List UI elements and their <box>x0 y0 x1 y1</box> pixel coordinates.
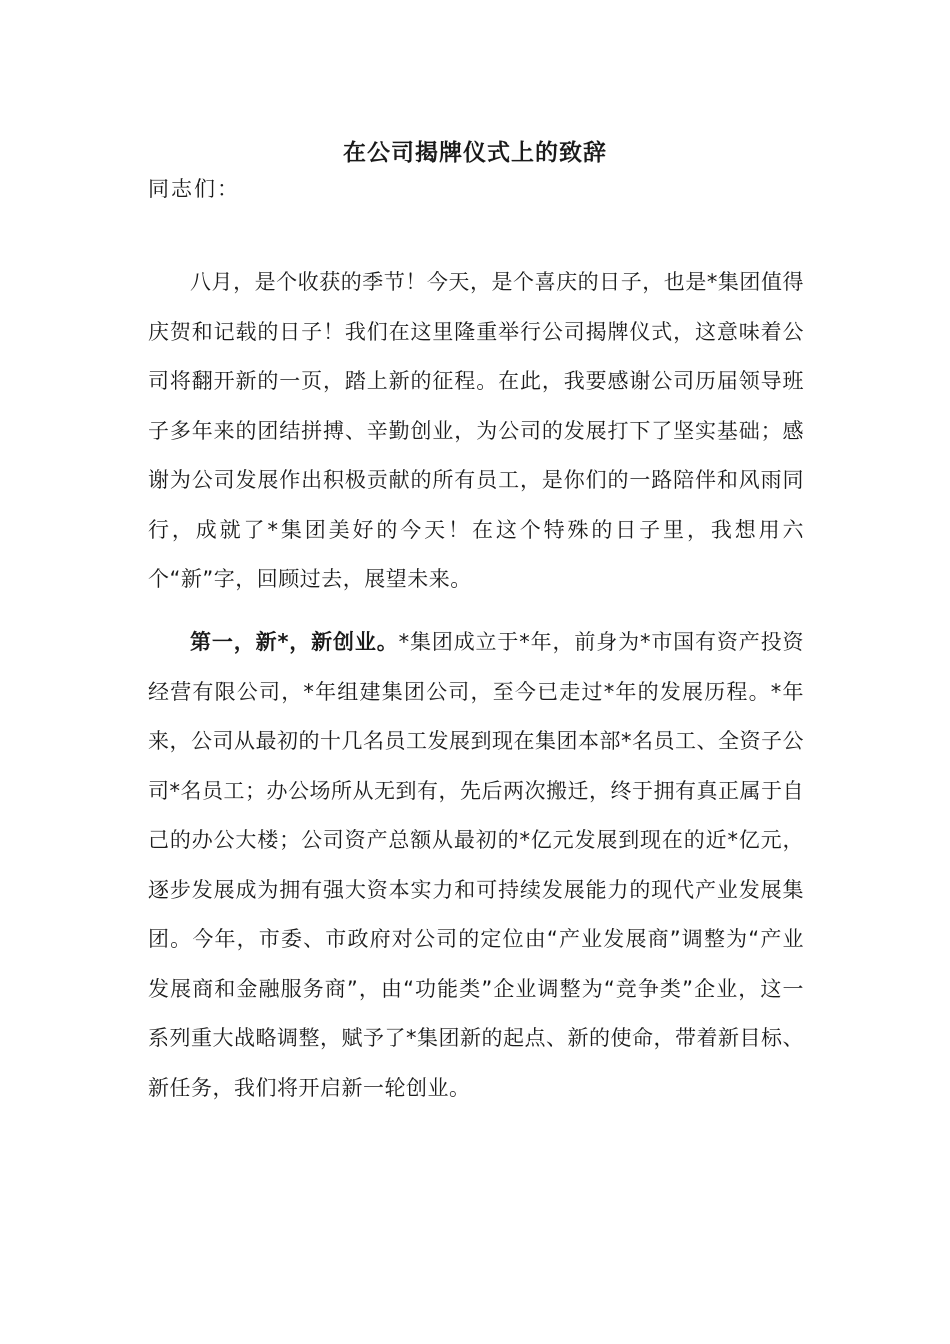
paragraph-intro <box>148 258 804 605</box>
paragraph-intro-text: 八月，是个收获的季节！今天，是个喜庆的日子，也是*集团值得庆贺和记载的日子！我们在这里隆重举行公司揭牌仪式，这意味着公司将翻开新的一页，踏上新的征程。在此，我要感谢公司历届领导班子多年来的团结拼搏、辛勤创业，为公司的发展打下了坚实基础；感谢为公司发展作出积极贡献的所有员工，是你们的一路陪伴和风雨同行，成就了*集团美好的今天！在这个特殊的日子里，我想用六个“新”字，回顾过去，展望未来。 <box>148 270 804 591</box>
paragraph-first-point <box>148 618 804 1113</box>
paragraph-first-point-body: *集团成立于*年，前身为*市国有资产投资经营有限公司，*年组建集团公司，至今已走过*年的发展历程。*年来，公司从最初的十几名员工发展到现在集团本部*名员工、全资子公司*名员工；办公场所从无到有，先后两次搬迁，终于拥有真正属于自己的办公大楼；公司资产总额从最初的*亿元发展到现在的近*亿元，逐步发展成为拥有强大资本实力和可持续发展能力的现代产业发展集团。今年，市委、市政府对公司的定位由“产业发展商”调整为“产业发展商和金融服务商”，由“功能类”企业调整为“竞争类”企业，这一系列重大战略调整，赋予了*集团新的起点、新的使命，带着新目标、新任务，我们将开启新一轮创业。 <box>148 630 804 1100</box>
salutation: 同志们： <box>148 177 240 201</box>
document-title: 在公司揭牌仪式上的致辞 <box>343 139 607 166</box>
paragraph-first-point-lead: 第一，新*，新创业。 <box>190 630 399 654</box>
